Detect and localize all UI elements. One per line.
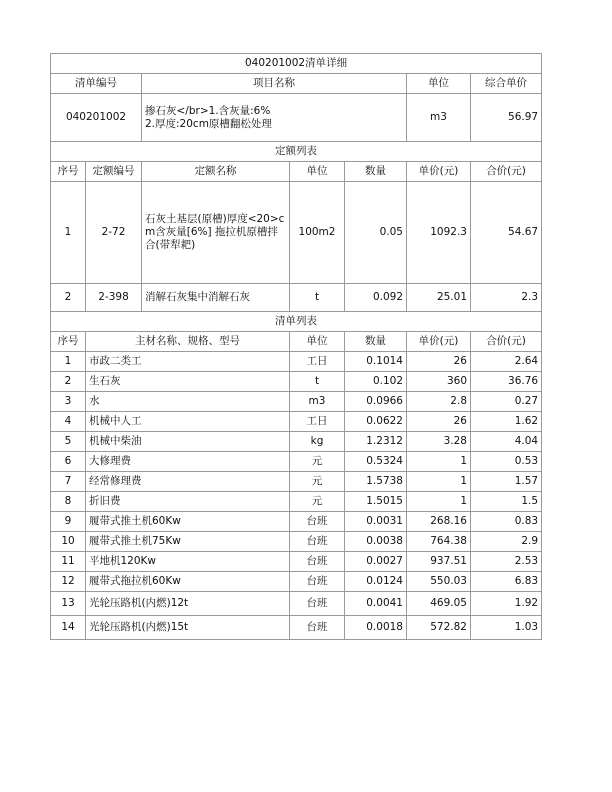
material-price: 937.51 (407, 552, 471, 572)
material-unit: 台班 (290, 512, 345, 532)
quota-price: 25.01 (407, 284, 471, 312)
material-qty: 0.5324 (345, 452, 407, 472)
material-no: 9 (51, 512, 86, 532)
material-unit: t (290, 372, 345, 392)
quota-header-price: 单价(元) (407, 162, 471, 182)
material-no: 13 (51, 592, 86, 616)
material-no: 2 (51, 372, 86, 392)
material-total: 2.9 (471, 532, 542, 552)
material-price: 360 (407, 372, 471, 392)
quota-total: 54.67 (471, 182, 542, 284)
material-qty: 0.0027 (345, 552, 407, 572)
material-unit: 台班 (290, 552, 345, 572)
material-row (51, 432, 542, 452)
materials-header-unit: 单位 (290, 332, 345, 352)
material-no: 6 (51, 452, 86, 472)
quota-header-no: 序号 (51, 162, 86, 182)
material-no: 5 (51, 432, 86, 452)
material-unit: 台班 (290, 572, 345, 592)
material-qty: 0.0031 (345, 512, 407, 532)
material-name: 光轮压路机(内燃)15t (86, 616, 290, 640)
materials-body (51, 352, 542, 640)
material-qty: 0.0038 (345, 532, 407, 552)
material-no: 12 (51, 572, 86, 592)
materials-header-name: 主材名称、规格、型号 (86, 332, 290, 352)
material-no: 11 (51, 552, 86, 572)
materials-header-qty: 数量 (345, 332, 407, 352)
material-price: 550.03 (407, 572, 471, 592)
material-unit: 台班 (290, 616, 345, 640)
materials-header-price: 单价(元) (407, 332, 471, 352)
material-row (51, 492, 542, 512)
material-price: 26 (407, 352, 471, 372)
quota-unit: t (290, 284, 345, 312)
material-name: 光轮压路机(内燃)12t (86, 592, 290, 616)
material-name: 平地机120Kw (86, 552, 290, 572)
material-name: 水 (86, 392, 290, 412)
material-unit: 台班 (290, 592, 345, 616)
material-qty: 0.0622 (345, 412, 407, 432)
materials-section-title: 清单列表 (51, 312, 542, 332)
quota-qty: 0.05 (345, 182, 407, 284)
material-total: 36.76 (471, 372, 542, 392)
material-unit: 工日 (290, 412, 345, 432)
material-name: 经常修理费 (86, 472, 290, 492)
quota-header-unit: 单位 (290, 162, 345, 182)
detail-title: 040201002清单详细 (51, 54, 542, 74)
material-price: 764.38 (407, 532, 471, 552)
header-unit: 单位 (407, 74, 471, 94)
bill-unit: m3 (407, 94, 471, 142)
material-no: 10 (51, 532, 86, 552)
header-item-name: 项目名称 (142, 74, 407, 94)
quota-header-total: 合价(元) (471, 162, 542, 182)
item-name-line1: 掺石灰</br>1.含灰量:6% (145, 104, 271, 117)
quota-total: 2.3 (471, 284, 542, 312)
material-name: 履带式拖拉机60Kw (86, 572, 290, 592)
quota-header-code: 定额编号 (86, 162, 142, 182)
material-total: 1.92 (471, 592, 542, 616)
material-name: 市政二类工 (86, 352, 290, 372)
quota-name: 石灰土基层(原槽)厚度<20>cm含灰量[6%] 拖拉机原槽拌合(带犁耙) (142, 182, 290, 284)
material-unit: 元 (290, 492, 345, 512)
material-no: 4 (51, 412, 86, 432)
material-row (51, 452, 542, 472)
material-price: 268.16 (407, 512, 471, 532)
material-qty: 0.102 (345, 372, 407, 392)
material-qty: 0.0041 (345, 592, 407, 616)
material-unit: m3 (290, 392, 345, 412)
bill-code: 040201002 (51, 94, 142, 142)
quota-row (51, 284, 542, 312)
quota-header-name: 定额名称 (142, 162, 290, 182)
material-qty: 0.0966 (345, 392, 407, 412)
material-qty: 1.5738 (345, 472, 407, 492)
material-qty: 0.0018 (345, 616, 407, 640)
material-qty: 0.1014 (345, 352, 407, 372)
material-name: 机械中人工 (86, 412, 290, 432)
material-price: 1 (407, 452, 471, 472)
material-row (51, 592, 542, 616)
material-row (51, 552, 542, 572)
header-unit-price: 综合单价 (471, 74, 542, 94)
material-no: 8 (51, 492, 86, 512)
material-row (51, 352, 542, 372)
material-unit: 元 (290, 472, 345, 492)
material-total: 1.03 (471, 616, 542, 640)
quota-code: 2-72 (86, 182, 142, 284)
materials-header-total: 合价(元) (471, 332, 542, 352)
material-row (51, 372, 542, 392)
quota-section-title: 定额列表 (51, 142, 542, 162)
materials-header-no: 序号 (51, 332, 86, 352)
item-name-line2: 2.厚度:20cm原槽翻松处理 (145, 117, 272, 130)
quota-code: 2-398 (86, 284, 142, 312)
quota-no: 2 (51, 284, 86, 312)
material-name: 履带式推土机60Kw (86, 512, 290, 532)
material-row (51, 572, 542, 592)
material-price: 26 (407, 412, 471, 432)
material-unit: kg (290, 432, 345, 452)
material-row (51, 512, 542, 532)
material-name: 履带式推土机75Kw (86, 532, 290, 552)
material-no: 1 (51, 352, 86, 372)
material-row (51, 616, 542, 640)
material-total: 6.83 (471, 572, 542, 592)
quota-price: 1092.3 (407, 182, 471, 284)
material-total: 0.83 (471, 512, 542, 532)
material-no: 3 (51, 392, 86, 412)
header-bill-code: 清单编号 (51, 74, 142, 94)
material-total: 1.62 (471, 412, 542, 432)
quota-unit: 100m2 (290, 182, 345, 284)
material-name: 生石灰 (86, 372, 290, 392)
material-no: 7 (51, 472, 86, 492)
bill-price: 56.97 (471, 94, 542, 142)
material-price: 3.28 (407, 432, 471, 452)
material-total: 0.53 (471, 452, 542, 472)
material-name: 机械中柴油 (86, 432, 290, 452)
bill-detail-table (50, 53, 542, 640)
quota-name: 消解石灰集中消解石灰 (142, 284, 290, 312)
material-total: 0.27 (471, 392, 542, 412)
material-unit: 工日 (290, 352, 345, 372)
material-price: 469.05 (407, 592, 471, 616)
material-row (51, 392, 542, 412)
material-total: 4.04 (471, 432, 542, 452)
quota-no: 1 (51, 182, 86, 284)
material-unit: 元 (290, 452, 345, 472)
material-price: 572.82 (407, 616, 471, 640)
material-total: 2.53 (471, 552, 542, 572)
material-unit: 台班 (290, 532, 345, 552)
material-name: 大修理费 (86, 452, 290, 472)
material-price: 1 (407, 492, 471, 512)
material-price: 2.8 (407, 392, 471, 412)
material-total: 1.5 (471, 492, 542, 512)
material-no: 14 (51, 616, 86, 640)
material-qty: 1.2312 (345, 432, 407, 452)
item-name (142, 94, 407, 142)
material-total: 1.57 (471, 472, 542, 492)
material-qty: 1.5015 (345, 492, 407, 512)
quota-row (51, 182, 542, 284)
quota-header-qty: 数量 (345, 162, 407, 182)
material-row (51, 412, 542, 432)
material-total: 2.64 (471, 352, 542, 372)
material-row (51, 532, 542, 552)
material-name: 折旧费 (86, 492, 290, 512)
material-qty: 0.0124 (345, 572, 407, 592)
quota-qty: 0.092 (345, 284, 407, 312)
material-price: 1 (407, 472, 471, 492)
material-row (51, 472, 542, 492)
